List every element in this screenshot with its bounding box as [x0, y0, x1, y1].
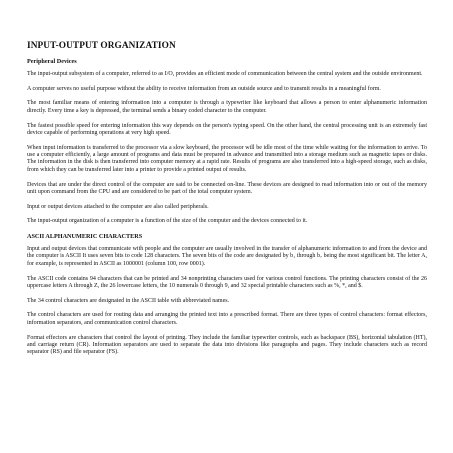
section-heading-ascii: ASCII ALPHANUMERIC CHARACTERS: [27, 233, 143, 241]
paragraph: The ASCII code contains 94 characters that can be printed and 34 nonprinting characters used for various control functions. The printing characters consist of the 26 uppercase letters A through Z, the 26 lowercase letters, the 10 numerals 0 through 9, and 32 special printable characters such as %, *, and $.: [27, 275, 427, 289]
paragraph: The input-output organization of a computer is a function of the size of the computer and the devices connected to it.: [27, 218, 308, 225]
page-title: INPUT-OUTPUT ORGANIZATION: [27, 41, 176, 51]
paragraph: The most familiar means of entering information into a computer is through a typewriter like keyboard that allows a person to enter alphanumeric information directly. Every time a key is depressed, the terminal sends a binary coded character to the computer.: [27, 100, 427, 114]
paragraph: Input and output devices that communicate with people and the computer are usually involved in the transfer of alphanumeric information to and from the device and the computer is ASCII It uses seven bits to code 128 characters. The seven bits of the code are designated by b₁ through b₇ being the most significant bit. The letter A, for example, is represented in ASCII as 1000001 (column 100, row 0001).: [27, 246, 427, 267]
paragraph: Format effectors are characters that control the layout of printing. They include the familiar typewriter controls, such as backspace (BS), horizontal tabulation (HT), and carriage return (CR). Information separators are used to separate the data into divisions like paragraphs and pages. They include characters such as record separator (RS) and file separator (FS).: [27, 334, 427, 356]
paragraph: The 34 control characters are designated in the ASCII table with abbreviated names.: [27, 297, 230, 304]
paragraph: Input or output devices attached to the computer are also called peripherals.: [27, 203, 209, 210]
paragraph: The input-output subsystem of a computer, referred to as I/O, provides an efficient mode of communication between the central system and the outside environment.: [27, 71, 423, 77]
paragraph: Devices that are under the direct control of the computer are said to be connected on-line. These devices are designed to read information into or out of the memory unit upon command from the CPU and are considered to be part of the total computer system.: [27, 181, 427, 195]
paragraph: A computer serves no useful purpose without the ability to receive information from an outside source and to transmit results in a meaningful form.: [27, 85, 381, 92]
paragraph: When input information is transferred to the processor via a slow keyboard, the processor will be idle most of the time while waiting for the information to arrive. To use a computer efficiently, a large amount of programs and data must be prepared in advance and transmitted into a storage medium such as magnetic tapes or disks. The information in the disk is then transferred into computer memory at a rapid rate. Results of programs are also transferred into a high-speed storage, such as disks, from which they can be transferred later into a printer to provide a printed output of results.: [27, 144, 427, 173]
section-heading-peripheral-devices: Peripheral Devices: [27, 58, 77, 65]
document-page: [27, 40, 427, 364]
paragraph: The fastest possible speed for entering information this way depends on the person's typing speed. On the other hand, the central processing unit is an extremely fast device capable of performing operations at very high speed.: [27, 122, 427, 136]
paragraph: The control characters are used for routing data and arranging the printed text into a prescribed format. There are three types of control characters: format effectors, information separators, and communication control characters.: [27, 312, 427, 326]
